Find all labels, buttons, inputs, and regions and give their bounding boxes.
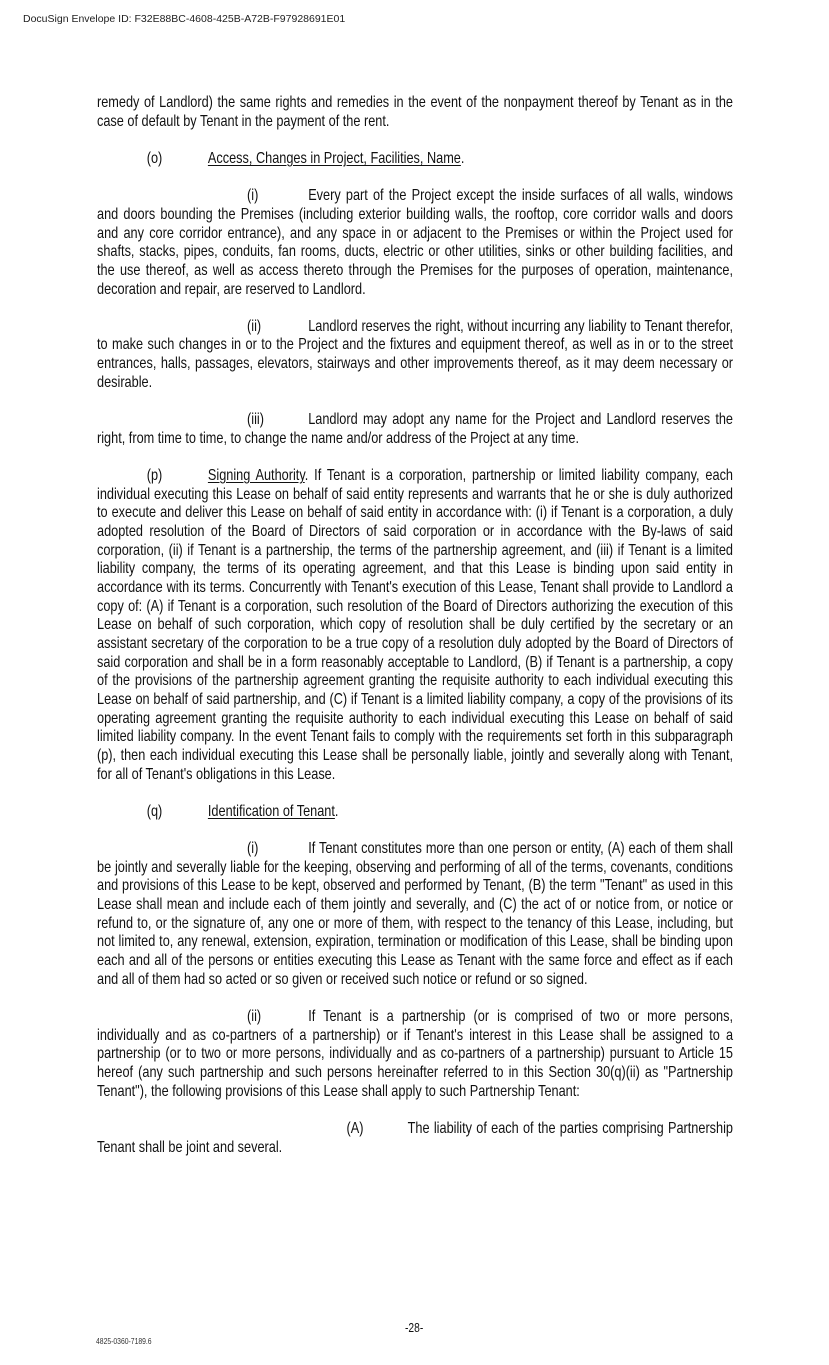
section-q-title: Identification of Tenant <box>207 802 335 820</box>
section-o-item-i <box>97 187 733 299</box>
section-q-label: (q) <box>146 802 163 820</box>
section-o-title: Access, Changes in Project, Facilities, Name <box>207 149 461 167</box>
section-o-item-iii <box>97 411 733 448</box>
item-label: (i) <box>247 187 259 205</box>
section-p-title: Signing Authority <box>207 467 305 485</box>
intro-paragraph: remedy of Landlord) the same rights and remedies in the event of the nonpayment thereof by Tenant as in the case of default by Tenant in the payment of the rent. <box>97 94 734 130</box>
section-q-subitem-a <box>97 1120 733 1157</box>
section-q-heading <box>97 803 733 822</box>
document-number: 4825-0360-7189.6 <box>96 1337 152 1346</box>
section-o-label: (o) <box>146 149 163 167</box>
item-text: Every part of the Project except the inside surfaces of all walls, windows and doors bounding the Premises (including exterior building walls, the rooftop, core corridor walls and doors and any core corridor entrance), and any space in or adjacent to the Premises or within the Project used for shafts, stacks, pipes, conduits, fan rooms, ducts, electric or other utilities, sinks or other building facilities, and the use thereof, as well as access thereto through the Premises for the purposes of operation, maintenance, decoration and repair, are reserved to Landlord. <box>97 187 734 298</box>
item-label: (i) <box>247 840 259 858</box>
section-p-paragraph <box>97 467 733 784</box>
item-text: If Tenant constitutes more than one person or entity, (A) each of them shall be jointly and severally liable for the keeping, observing and performing of all of the terms, covenants, conditions and provisions of this Lease to be kept, observed and performed by Tenant, (B) the term "Tenant" as used in this Lease shall mean and include each of them jointly and severally, and (C) the act of or notice from, or notice or refund to, or the signature of, any one or more of them, with respect to the tenancy of this Lease, including, but not limited to, any renewal, extension, expiration, termination or modification of this Lease, shall be binding upon each and all of the persons or entities executing this Lease as Tenant with the same force and effect as if each and all of them had so acted or so given or received such notice or refund or so signed. <box>97 840 734 988</box>
item-label: (ii) <box>247 317 262 335</box>
item-text: Landlord reserves the right, without incurring any liability to Tenant therefor, to make such changes in or to the Project and the fixtures and equipment thereof, as well as in or to the street entrances, halls, passages, elevators, stairways and other improvements thereof, as it may deem necessary or desirable. <box>97 317 734 391</box>
section-p-label: (p) <box>146 467 163 485</box>
section-o-item-ii <box>97 318 733 393</box>
section-p-text: . If Tenant is a corporation, partnership or limited liability company, each individual executing this Lease on behalf of said entity represents and warrants that he or she is duly authorized to execute and deliver this Lease on behalf of said entity in accordance with: (i) if Tenant is a corporation, a duly adopted resolution of the Board of Directors of said corporation or in accordance with the By-laws of said corporation, (ii) if Tenant is a partnership, the terms of the partnership agreement, and (iii) if Tenant is a limited liability company, the terms of its operating agreement, and that this Lease is binding upon said entity in accordance with its terms. Concurrently with Tenant's execution of this Lease, Tenant shall provide to Landlord a copy of: (A) if Tenant is a corporation, such resolution of the Board of Directors authorizing the execution of this Lease on behalf of such corporation, which copy of resolution shall be duly certified by the secretary or an assistant secretary of the corporation to be a true copy of a resolution duly adopted by the Board of Directors of said corporation and shall be in a form reasonably acceptable to Landlord, (B) if Tenant is a partnership, a copy of the provisions of the partnership agreement granting the requisite authority to each individual executing this Lease on behalf of said partnership, and (C) if Tenant is a limited liability company, a copy of the provisions of its operating agreement granting the requisite authority to each individual executing this Lease on behalf of said limited liability company. In the event Tenant fails to comply with the requirements set forth in this subparagraph (p), then each individual executing this Lease shall be personally liable, jointly and severally along with Tenant, for all of Tenant's obligations in this Lease. <box>97 467 734 783</box>
page-number <box>0 1321 829 1335</box>
item-text: Landlord may adopt any name for the Project and Landlord reserves the right, from time to time, to change the name and/or address of the Project at any time. <box>97 411 734 447</box>
item-label: (ii) <box>247 1008 262 1026</box>
page-number-text: -28- <box>405 1321 424 1335</box>
section-q-title-suffix: . <box>334 802 339 820</box>
docusign-envelope-id: DocuSign Envelope ID: F32E88BC-4608-425B-A72B-F97928691E01 <box>23 13 346 25</box>
section-q-item-ii <box>97 1008 733 1101</box>
section-q-item-i <box>97 840 733 989</box>
document-page <box>97 94 733 1157</box>
item-label: (iii) <box>247 411 264 429</box>
item-text: If Tenant is a partnership (or is comprised of two or more persons, individually and as co-partners of a partnership) or if Tenant's interest in this Lease shall be assigned to a partnership (or to two or more persons, individually and as co-partners of a partnership) pursuant to Article 15 hereof (any such partnership and such persons hereinafter referred to in this Section 30(q)(ii) as "Partnership Tenant"), the following provisions of this Lease shall apply to such Partnership Tenant: <box>97 1008 734 1100</box>
subitem-text: The liability of each of the parties comprising Partnership Tenant shall be joint and several. <box>97 1119 734 1156</box>
section-o-heading <box>97 150 733 169</box>
section-o-title-suffix: . <box>460 149 465 167</box>
subitem-label: (A) <box>346 1119 364 1137</box>
document-body <box>97 94 733 1157</box>
